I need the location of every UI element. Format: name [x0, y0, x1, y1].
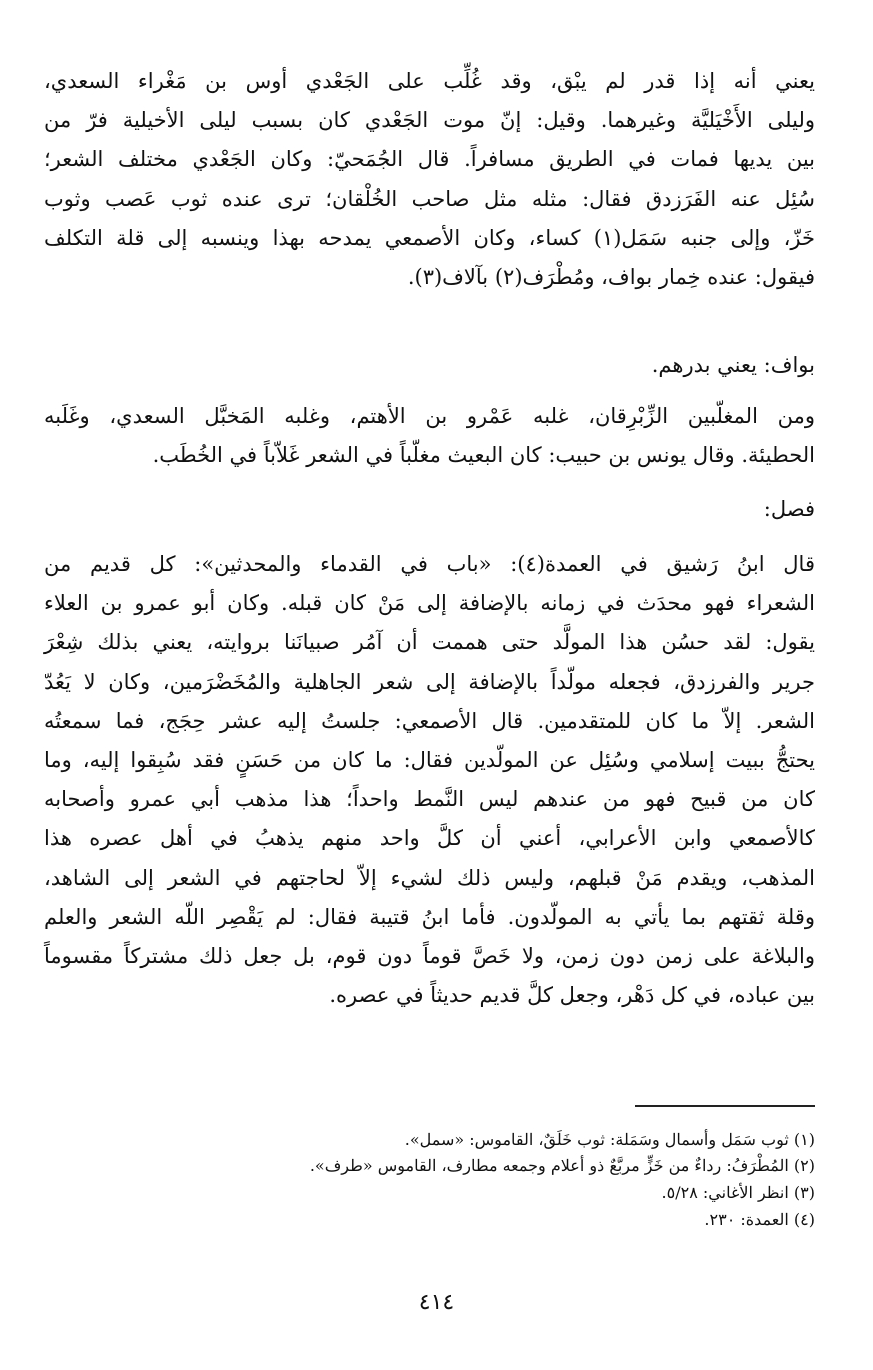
footnote-1: (١) ثوب سَمَل وأسمال وسَمَلة: ثوب خَلَقٌ، القاموس: «سمل».	[404, 1130, 815, 1149]
paragraph-3	[44, 397, 815, 475]
text-line: الحطيئة. وقال يونس بن حبيب: كان البعيث مغلّباً في الشعر غَلاّباً في الخُطَب.	[152, 443, 815, 468]
text-line: فيقول: عنده خِمار بواف، ومُطْرَف(٢) بآلاف(٣).	[407, 265, 815, 290]
text-line: جرير والفرزدق، فجعله مولّداً بالإضافة إلى شعر الجاهلية والمُخَضْرَمين، وكان لا يَعُدّ	[44, 669, 815, 694]
footnote-4: (٤) العمدة: ٢٣٠.	[704, 1210, 815, 1229]
text-line: قال ابنُ رَشيق في العمدة(٤): «باب في القدماء والمحدثين»: كل قديم من	[44, 552, 815, 576]
paragraph-4	[44, 545, 815, 1015]
text-line: سُئِل عنه الفَرَزدق فقال: مثله مثل صاحب الخُلْقان؛ ترى عنده ثوب عَصب وثوب	[44, 186, 815, 211]
section-heading	[44, 490, 815, 529]
paragraph-2	[44, 346, 815, 385]
footnote-3: (٣) انظر الأغاني: ٥/٢٨.	[661, 1183, 815, 1202]
text-line: وقلة ثقتهم بما يأتي به المولّدون. فأما ابنُ قتيبة فقال: لم يَقْصِر اللّه الشعر والعلم	[44, 904, 815, 929]
text-line: خَزّ، وإلى جنبه سَمَل(١) كساء، وكان الأصمعي يمدحه بهذا وينسبه إلى قلة التكلف	[44, 225, 816, 250]
text-line: بين يديها فمات في الطريق مسافراً. قال الجُمَحيّ: وكان الجَعْدي مختلف الشعر؛	[44, 147, 815, 172]
text-line: وليلى الأَخْيَليَّة وغيرهما. وقيل: إنّ موت الجَعْدي كان بسبب ليلى الأخيلية فرّ من	[44, 108, 815, 133]
text-line: الشعراء فهو محدَث في زمانه بالإضافة إلى مَنْ كان قبله. وكان أبو عمرو بن العلاء	[44, 591, 815, 616]
text-line: الشعر. إلاّ ما كان للمتقدمين. قال الأصمعي: جلستُ إليه عشر حِجَج، فما سمعتُه	[44, 708, 815, 733]
text-line: يحتجُّ ببيت إسلامي وسُئِل عن المولّدين فقال: ما كان من حَسَنٍ فقد سُبِقوا إليه، وما	[44, 748, 815, 773]
footnote-2: (٢) المُطْرَفُ: رداءٌ من خَزٍّ مربَّعٌ ذو أعلام وجمعه مطارف، القاموس «طرف».	[309, 1156, 815, 1175]
page-number: ٤١٤	[418, 1290, 455, 1315]
text-line: يعني أنه إذا قدر لم يبْق، وقد غُلِّب على الجَعْدي أوس بن مَغْراء السعدي،	[44, 69, 815, 93]
text-line: والبلاغة على زمن دون زمن، ولا خَصَّ قوماً دون قوم، بل جعل ذلك مشتركاً مقسوماً	[44, 944, 815, 969]
paragraph-1	[44, 62, 815, 297]
text-line: بين عباده، في كل دَهْر، وجعل كلَّ قديم حديثاً في عصره.	[329, 983, 815, 1008]
text-line: كان من قبيح فهو من عندهم ليس النَّمط واحداً؛ هذا مذهب أبي عمرو وأصحابه	[44, 787, 815, 812]
text-line: المذهب، ويقدم مَنْ قبلهم، وليس ذلك لشيء إلاّ لحاجتهم في الشعر إلى الشاهد،	[44, 865, 815, 890]
text-line: بواف: يعني بدرهم.	[651, 353, 815, 377]
text-line: ومن المغلّبين الزِّبْرِقان، غلبه عَمْرو بن الأهتم، وغلبه المَخبَّل السعدي، وغَلَبه	[44, 404, 815, 428]
text-line: فصل:	[763, 497, 815, 521]
text-line: كالأصمعي وابن الأعرابي، أعني أن كلَّ واحد منهم يذهبُ في أهل عصره هذا	[44, 826, 815, 851]
footnote-separator	[635, 1105, 815, 1107]
text-line: يقول: لقد حسُن هذا المولَّد حتى هممت أن آمُر صبيانَنا بروايته، يعني بذلك شِعْرَ	[44, 630, 815, 655]
